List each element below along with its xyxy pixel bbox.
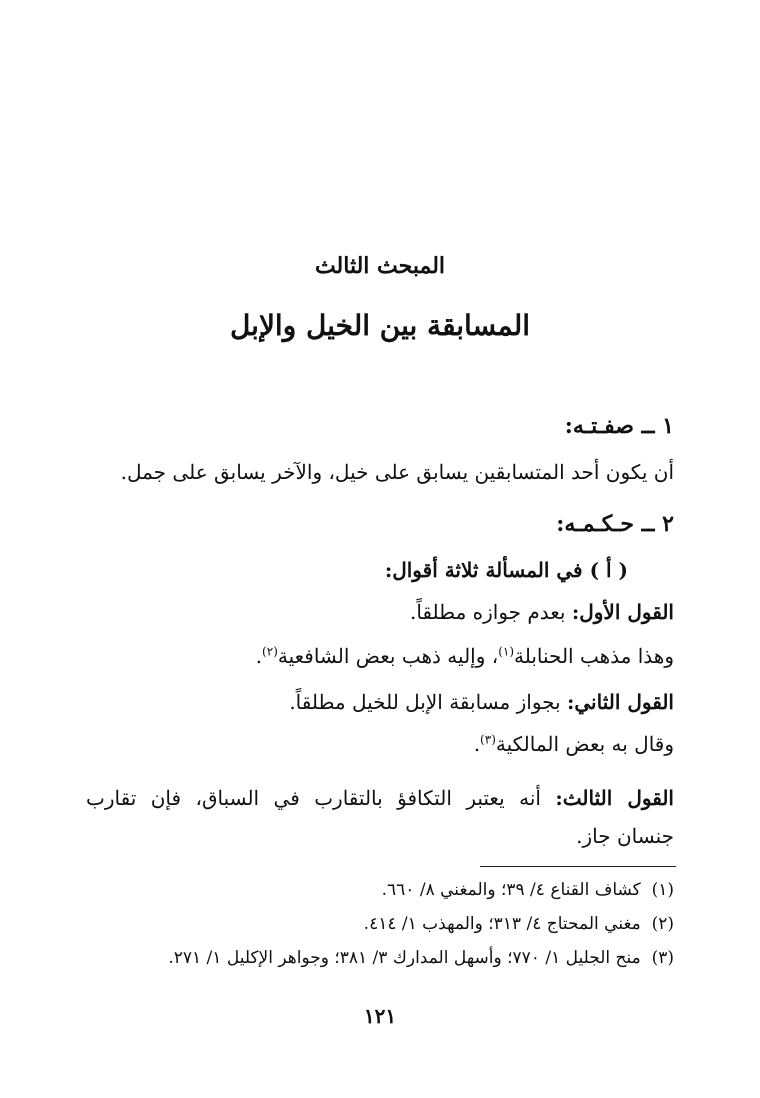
footnote-ref-3: (٣) [480,732,496,747]
second-opinion [289,688,674,716]
section-label: المبحث الثالث [314,253,446,279]
footnote-ref-2: (٢) [262,644,278,659]
footnote-text: منح الجليل ١/ ٧٧٠؛ وأسهل المدارك ٣/ ٣٨١؛ وجواهر الإكليل ١/ ٢٧١. [168,948,641,968]
footnote-divider [480,866,676,867]
third-opinion-continuation: جنسان جاز. [576,824,674,848]
first-support-text-a: وهذا مذهب الحنابلة [514,644,674,668]
first-opinion [410,598,674,626]
footnote-1 [382,878,674,902]
footnote-ref-1: (١) [498,644,515,659]
third-opinion-label: القول الثالث: [555,786,674,810]
ruling-heading: ٢ ــ حـكـمـه: [556,511,674,537]
ruling-intro: ( أ ) في المسألة ثلاثة أقوال: [384,558,628,582]
second-opinion-support [474,730,674,758]
footnote-number: (٣) [651,948,674,968]
footnote-number: (١) [651,880,674,900]
footnote-number: (٢) [651,914,674,934]
third-opinion-text: أنه يعتبر التكافؤ بالتقارب في السباق، فإن تقارب [86,786,541,810]
description-text: أن يكون أحد المتسابقين يسابق على خيل، والآخر يسابق على جمل. [120,460,674,484]
second-opinion-label: القول الثاني: [567,690,674,714]
footnote-3 [168,946,674,970]
page-number: ١٢١ [363,1004,397,1028]
first-opinion-label: القول الأول: [571,600,674,624]
first-support-end: . [255,644,263,668]
first-support-text-b: ، وإليه ذهب بعض الشافعية [277,644,499,668]
second-support-text: وقال به بعض المالكية [495,732,674,756]
second-opinion-text: بجواز مسابقة الإبل للخيل مطلقاً. [289,690,561,714]
footnote-text: كشاف القناع ٤/ ٣٩؛ والمغني ٨/ ٦٦٠. [381,880,641,900]
third-opinion [86,784,674,812]
second-support-end: . [473,732,481,756]
first-opinion-text: بعدم جوازه مطلقاً. [409,600,566,624]
footnote-2 [364,912,674,936]
page-title: المسابقة بين الخيل والإبل [229,309,531,342]
description-heading: ١ ــ صفـتـه: [564,413,674,439]
footnote-text: مغني المحتاج ٤/ ٣١٣؛ والمهذب ١/ ٤١٤. [363,914,641,934]
first-opinion-support [256,642,674,670]
